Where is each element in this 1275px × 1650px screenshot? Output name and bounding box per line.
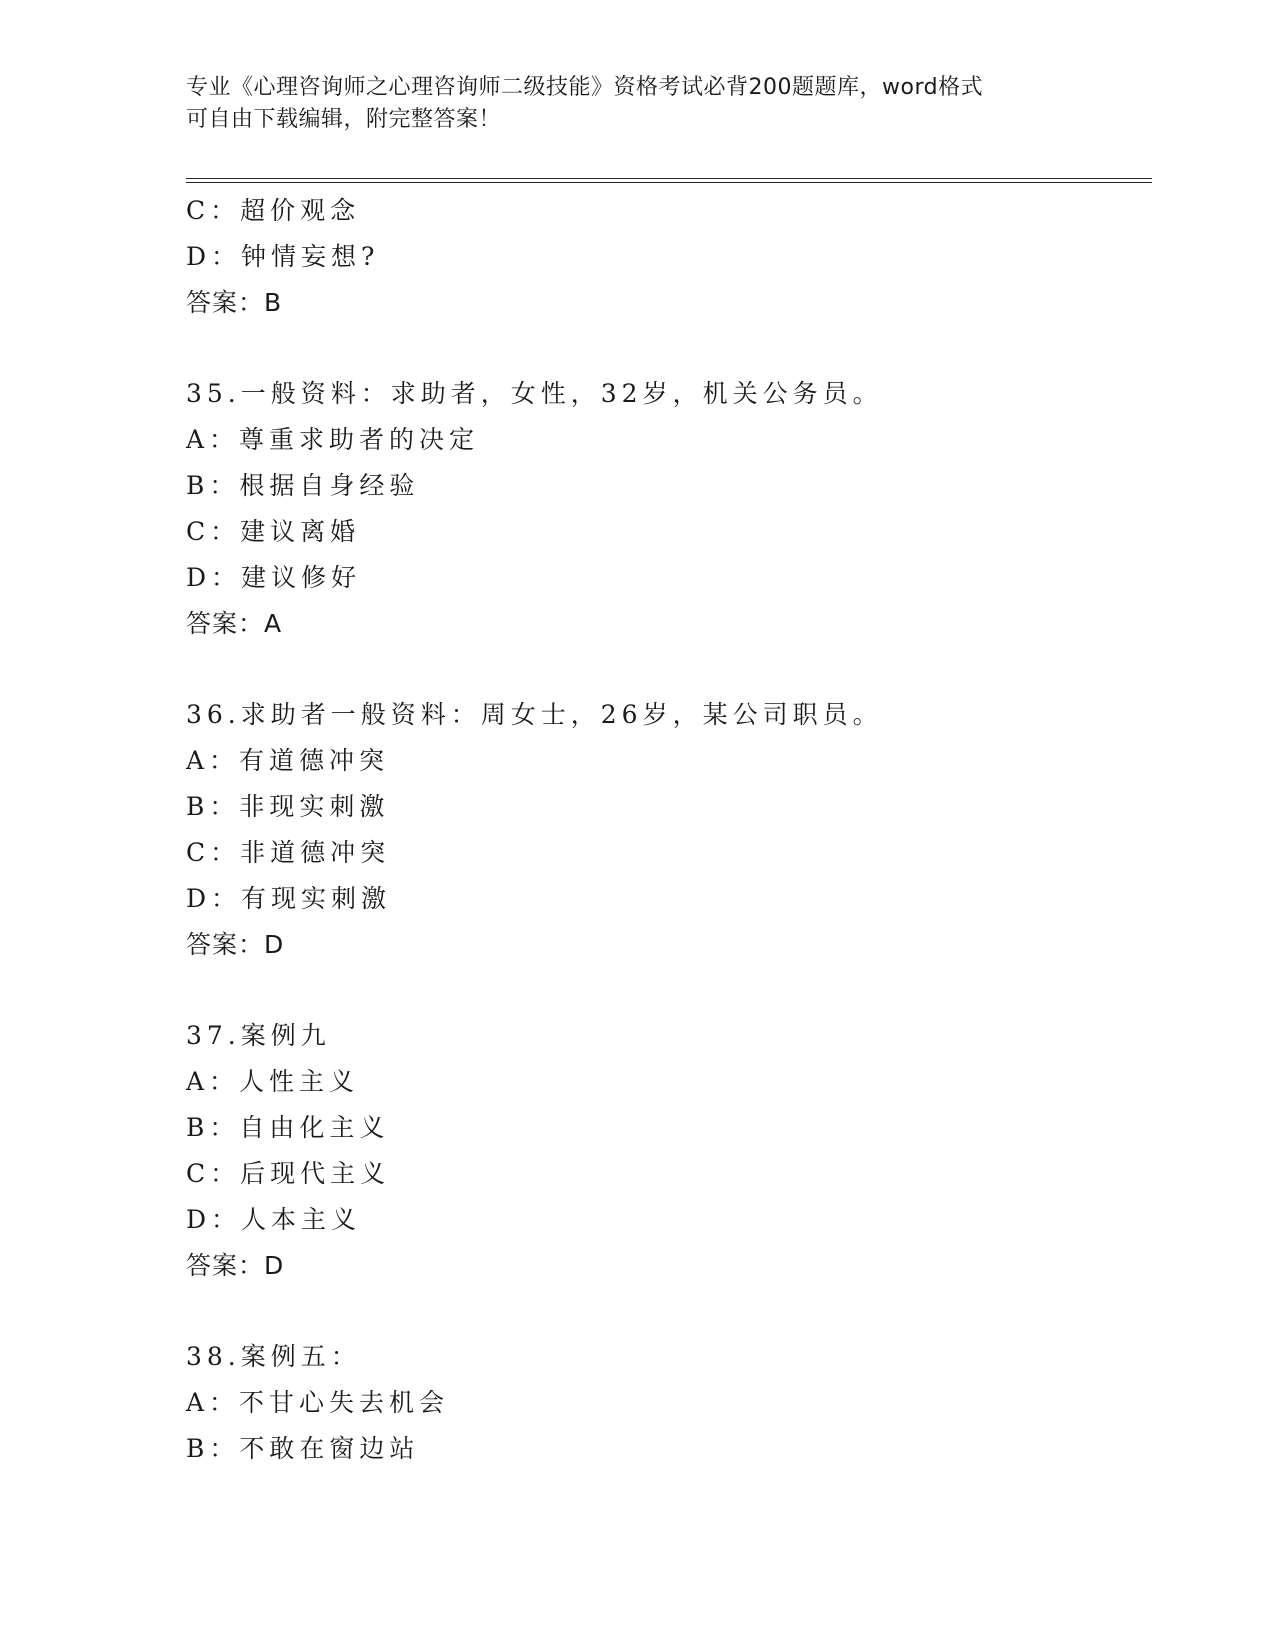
option-a: A：不甘心失去机会 — [186, 1388, 450, 1417]
option-a: A：人性主义 — [186, 1067, 360, 1096]
option-b: B：不敢在窗边站 — [186, 1434, 420, 1463]
header-title-line-1: 专业《心理咨询师之心理咨询师二级技能》资格考试必背200题题库，word格式 — [186, 75, 984, 100]
block-spacer — [186, 1289, 1146, 1334]
option-d: D：建议修好 — [186, 563, 362, 592]
question-text: 36.求助者一般资料：周女士，26岁，某公司职员。 — [186, 700, 883, 729]
question-block — [186, 371, 1146, 647]
option-c: C：非道德冲突 — [186, 838, 391, 867]
question-text: 38.案例五： — [186, 1342, 361, 1371]
answer-line: 答案：A — [186, 609, 283, 638]
option-d: D：有现实刺激 — [186, 884, 392, 913]
document-header — [186, 72, 1086, 136]
question-text: 37.案例九 — [186, 1021, 331, 1050]
answer-line: 答案：D — [186, 930, 285, 959]
question-text: 35.一般资料：求助者，女性，32岁，机关公务员。 — [186, 379, 883, 408]
question-block — [186, 1013, 1146, 1289]
option-b: B：自由化主义 — [186, 1113, 390, 1142]
header-divider-bottom — [186, 182, 1152, 183]
option-b: B：根据自身经验 — [186, 471, 420, 500]
question-list — [186, 188, 1146, 1472]
block-spacer — [186, 326, 1146, 371]
option-c: C：建议离婚 — [186, 517, 361, 546]
block-spacer — [186, 647, 1146, 692]
option-b: B：非现实刺激 — [186, 792, 390, 821]
question-block — [186, 1334, 1146, 1472]
header-divider-top — [186, 178, 1152, 179]
question-block — [186, 692, 1146, 968]
option-a: A：有道德冲突 — [186, 746, 390, 775]
answer-line: 答案：B — [186, 288, 283, 317]
answer-line: 答案：D — [186, 1251, 285, 1280]
option-d: D：人本主义 — [186, 1205, 362, 1234]
option-c: C：后现代主义 — [186, 1159, 391, 1188]
block-spacer — [186, 968, 1146, 1013]
question-block — [186, 188, 1146, 326]
header-title-line-2: 可自由下载编辑，附完整答案！ — [186, 107, 502, 132]
option-a: A：尊重求助者的决定 — [186, 425, 480, 454]
option-d: D：钟情妄想? — [186, 242, 380, 271]
option-c: C：超价观念 — [186, 196, 361, 225]
